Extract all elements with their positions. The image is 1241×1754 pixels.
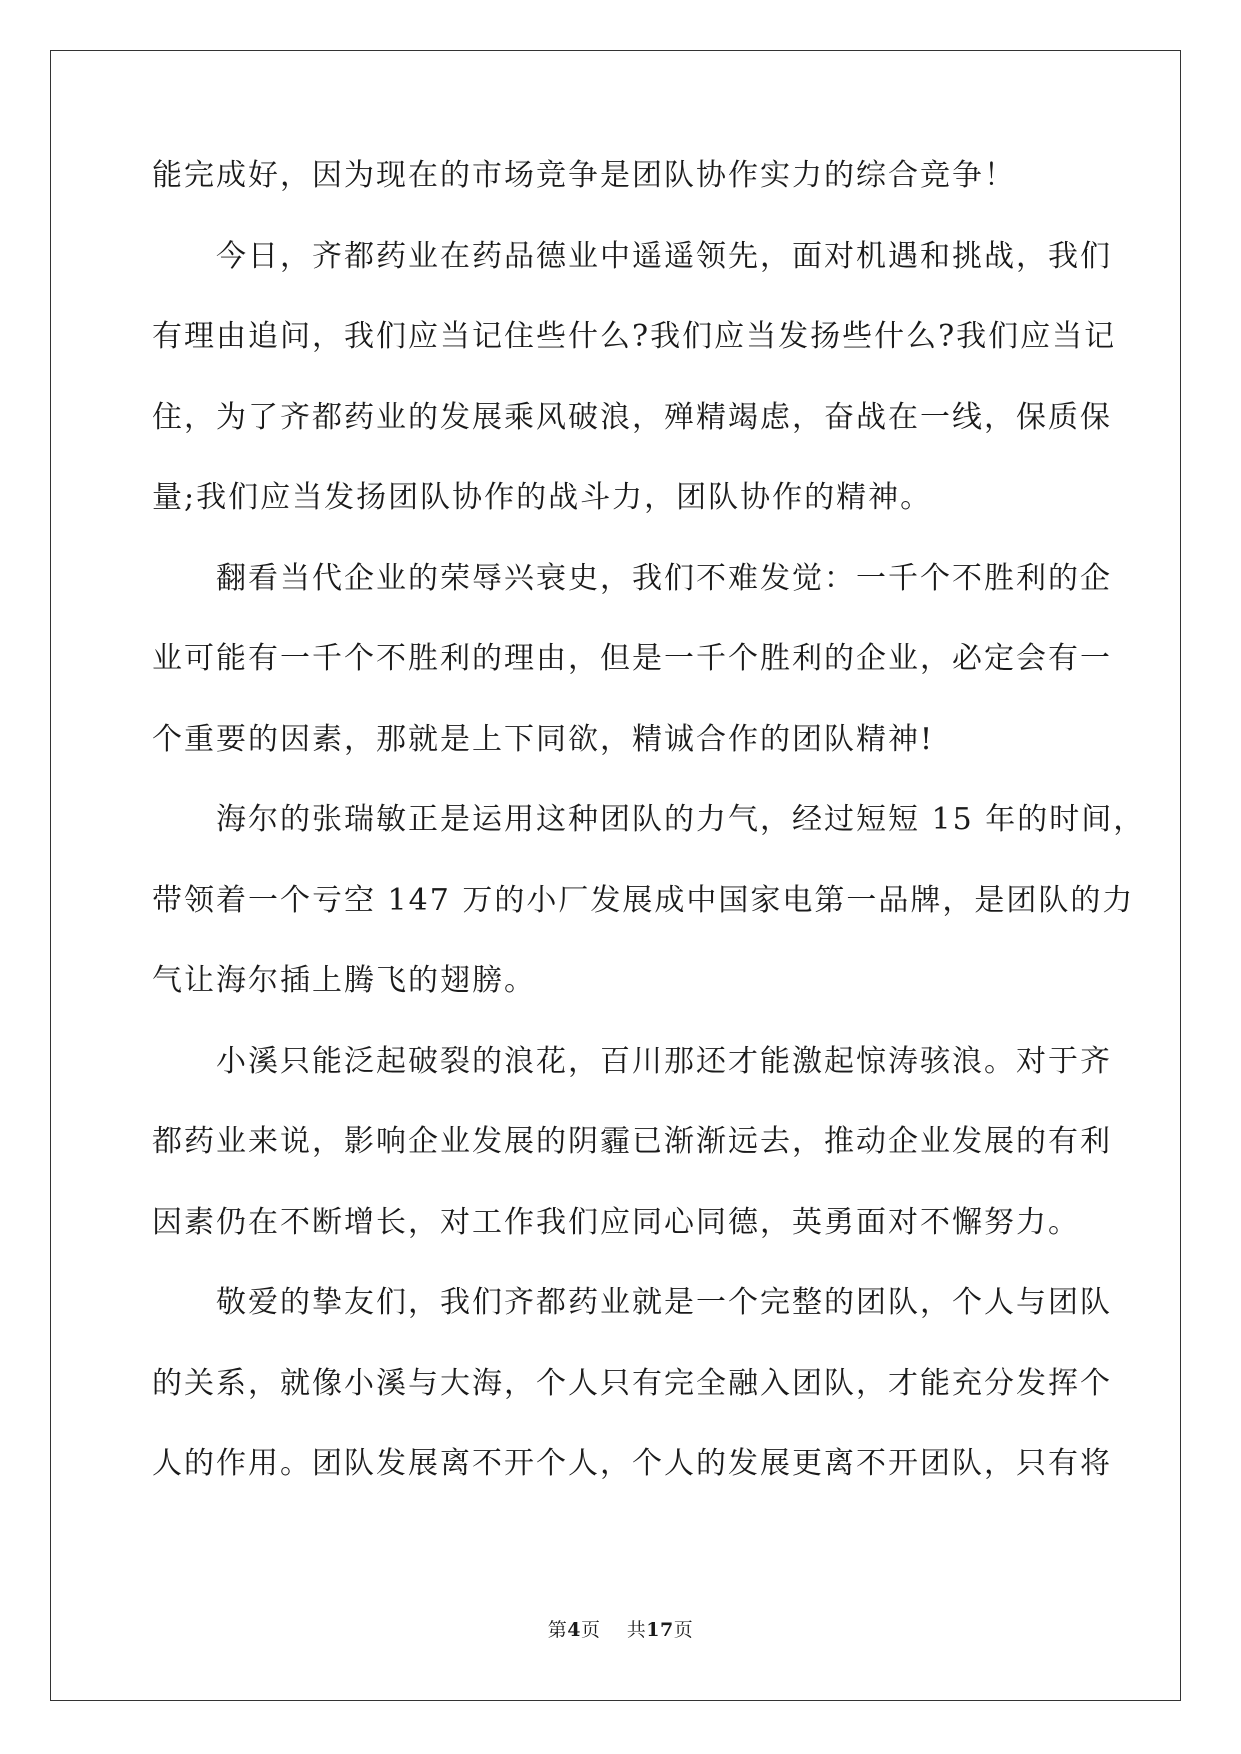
body-line: 都药业来说，影响企业发展的阴霾已渐渐远去，推动企业发展的有利 xyxy=(152,1124,1112,1159)
paragraph-start-line: 翻看当代企业的荣辱兴衰史，我们不难发觉：一千个不胜利的企 xyxy=(216,560,1112,596)
body-line: 个重要的因素，那就是上下同欲，精诚合作的团队精神! xyxy=(152,721,935,757)
body-line: 住，为了齐都药业的发展乘风破浪，殚精竭虑，奋战在一线，保质保 xyxy=(152,399,1112,435)
body-line: 业可能有一千个不胜利的理由，但是一千个胜利的企业，必定会有一 xyxy=(152,641,1112,676)
body-line: 带领着一个亏空 147 万的小厂发展成中国家电第一品牌，是团队的力 xyxy=(152,882,1135,918)
paragraph-start-line: 今日，齐都药业在药品德业中遥遥领先，面对机遇和挑战，我们 xyxy=(216,238,1112,274)
page-number: 4 xyxy=(567,1619,582,1641)
body-line: 能完成好，因为现在的市场竞争是团队协作实力的综合竞争！ xyxy=(152,158,1016,193)
document-body xyxy=(152,158,1146,1527)
paragraph-start-line: 海尔的张瑞敏正是运用这种团队的力气，经过短短 15 年的时间， xyxy=(216,802,1146,837)
body-line: 因素仍在不断增长，对工作我们应同心同德，英勇面对不懈努力。 xyxy=(152,1204,1080,1240)
body-line: 气让海尔插上腾飞的翅膀。 xyxy=(152,963,536,998)
paragraph-start-line: 小溪只能泛起破裂的浪花，百川那还才能激起惊涛骇浪。对于齐 xyxy=(216,1043,1112,1079)
body-line: 人的作用。团队发展离不开个人，个人的发展更离不开团队，只有将 xyxy=(152,1446,1112,1481)
body-line: 量;我们应当发扬团队协作的战斗力，团队协作的精神。 xyxy=(152,480,933,515)
body-line: 有理由追问，我们应当记住些什么?我们应当发扬些什么?我们应当记 xyxy=(152,319,1117,354)
page-prefix: 第 xyxy=(547,1619,568,1641)
page-suffix: 页 xyxy=(581,1619,601,1641)
total-suffix: 页 xyxy=(673,1619,694,1641)
total-pages: 17 xyxy=(646,1619,674,1641)
page-footer xyxy=(0,1615,1241,1642)
total-prefix: 共 xyxy=(626,1619,647,1641)
paragraph-start-line: 敬爱的挚友们，我们齐都药业就是一个完整的团队，个人与团队 xyxy=(216,1285,1112,1320)
body-line: 的关系，就像小溪与大海，个人只有完全融入团队，才能充分发挥个 xyxy=(152,1365,1112,1401)
